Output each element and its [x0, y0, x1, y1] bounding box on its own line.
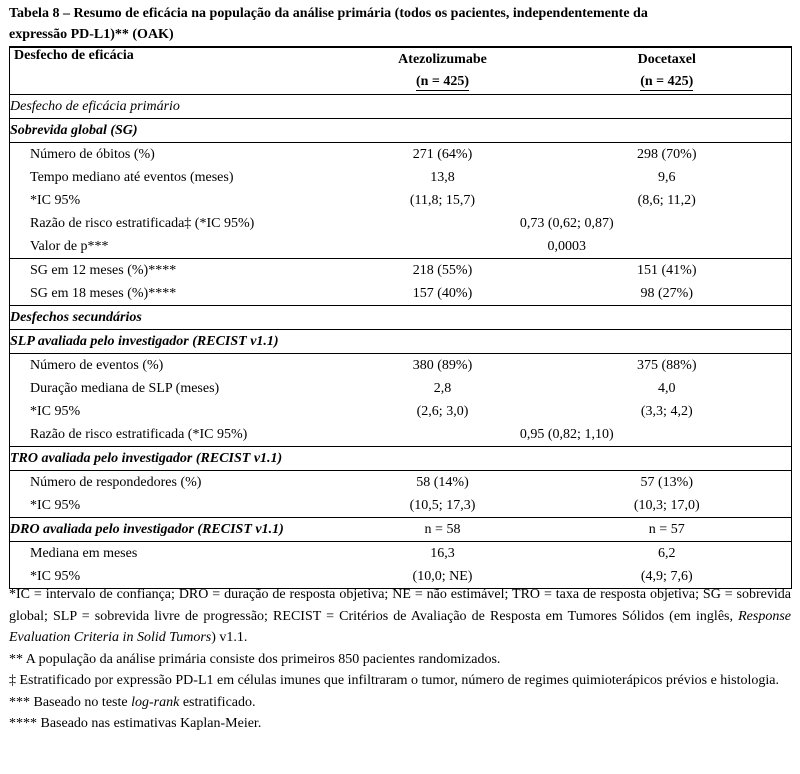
table-row-hazard-ratio: Razão de risco estratificada‡ (*IC 95%) 0,73 (0,62; 0,87) [30, 215, 614, 231]
footnotes [9, 584, 791, 735]
table-row-p-value: Valor de p*** 0,0003 [30, 238, 586, 254]
table-header-row-1 [10, 47, 792, 71]
footnote-logrank: *** Baseado no teste log-rank estratificado. [9, 694, 256, 710]
table-row: Número de respondedores (%) 58 (14%) 57 (13%) [10, 471, 792, 495]
header-atezolizumab-n: (n = 425) [415, 74, 470, 89]
footnote-kaplan-meier: **** Baseado nas estimativas Kaplan-Meier. [9, 716, 262, 731]
section-secondary: Desfechos secundários [10, 306, 792, 330]
table-row: SG em 12 meses (%)**** 218 (55%) 151 (41%) [10, 259, 792, 283]
table-caption [9, 3, 791, 45]
section-primary: Desfecho de eficácia primário [10, 95, 792, 119]
table-row: Mediana em meses 16,3 6,2 [10, 542, 792, 566]
efficacy-table [9, 46, 792, 589]
table-row-slp-hazard-ratio: Razão de risco estratificada (*IC 95%) 0,95 (0,82; 1,10) [30, 426, 614, 442]
caption-line-1: Tabela 8 – Resumo de eficácia na população da análise primária (todos os pacientes, independentemente da [9, 6, 648, 21]
footnote-population: ** A população da análise primária consiste dos primeiros 850 pacientes randomizados. [9, 651, 501, 667]
dro-n-atezolizumab: n = 58 [424, 521, 461, 537]
subsection-slp: SLP avaliada pelo investigador (RECIST v1.1) [10, 330, 792, 354]
table-row: *IC 95% (11,8; 15,7) (8,6; 11,2) [30, 192, 696, 208]
subsection-sg: Sobrevida global (SG) [10, 119, 792, 143]
footnote-abbreviations: *IC = intervalo de confiança; DRO = duração de resposta objetiva; NE = não estimável; TRO = taxa de resposta objetiva; SG = sobrevida global; SLP = sobrevida livre de progressão; RECIST = Critérios de Avaliação de Resposta em Tumores Sólidos (em inglês, Response Evaluation Criteria in Solid Tumors) v1.1. [9, 587, 791, 645]
table-row: Duração mediana de SLP (meses) 2,8 4,0 [30, 380, 676, 396]
table-row: Número de eventos (%) 380 (89%) 375 (88%) [10, 354, 792, 378]
table-row: Número de óbitos (%) 271 (64%) 298 (70%) [10, 143, 792, 167]
footnote-stratification: ‡ Estratificado por expressão PD-L1 em células imunes que infiltraram o tumor, número de regimes quimioterápicos prévios e histologia. [9, 673, 780, 688]
table-row: *IC 95% (2,6; 3,0) (3,3; 4,2) [30, 403, 693, 419]
table-row: *IC 95% (10,5; 17,3) (10,3; 17,0) [30, 497, 700, 513]
caption-line-2: expressão PD-L1)** (OAK) [9, 27, 174, 42]
subsection-tro: TRO avaliada pelo investigador (RECIST v1.1) [10, 447, 792, 471]
header-atezolizumab: Atezolizumabe [398, 51, 487, 67]
dro-n-docetaxel: n = 57 [648, 521, 685, 537]
table-row: SG em 18 meses (%)**** 157 (40%) 98 (27%) [30, 285, 693, 301]
table-row: *IC 95% (10,0; NE) (4,9; 7,6) [10, 565, 792, 589]
table-header-row-2 [10, 71, 792, 95]
header-docetaxel: Docetaxel [637, 51, 696, 67]
table-row: Tempo mediano até eventos (meses) 13,8 9,6 [30, 169, 676, 185]
subsection-dro: DRO avaliada pelo investigador (RECIST v1.1) n = 58 n = 57 [10, 518, 792, 542]
header-endpoint: Desfecho de eficácia [14, 48, 134, 63]
header-docetaxel-n: (n = 425) [640, 74, 694, 89]
